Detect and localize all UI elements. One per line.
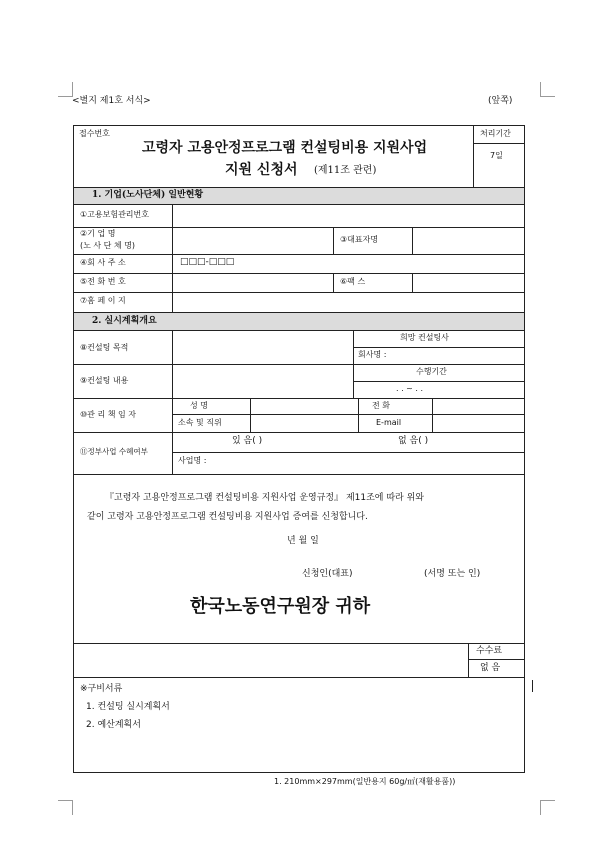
documents-title: ※구비서류	[80, 684, 123, 694]
form-title-line2: 지원 신청서	[225, 162, 298, 178]
homepage-label: ⑦홈 페 이 지	[80, 296, 126, 305]
company-name-field[interactable]	[173, 228, 332, 253]
manager-tel-label: 전 화	[372, 401, 390, 410]
documents-item-1: 1. 컨설팅 실시계획서	[86, 702, 170, 712]
processing-period-value: 7일	[490, 151, 503, 160]
processing-period-label: 처리기간	[480, 129, 511, 138]
gov-support-label: ⑪정부사업 수혜여부	[80, 447, 148, 456]
crop-mark-bottom-right	[540, 800, 555, 815]
consultant-company-label: 회사명 :	[358, 350, 387, 359]
fee-label: 수수료	[476, 646, 503, 656]
form-title-article: (제11조 관련)	[314, 165, 377, 176]
period-value[interactable]: . . ~ . .	[396, 384, 424, 393]
applicant-label: 신청인(대표)	[302, 569, 353, 579]
text-cursor	[532, 680, 533, 692]
phone-field[interactable]	[173, 274, 332, 291]
manager-position-label: 소속 및 직위	[178, 418, 222, 427]
documents-item-2: 2. 예산계획서	[86, 720, 141, 730]
period-label: 수행기간	[416, 367, 447, 376]
paper-spec: 1. 210mm×297mm(일반용지 60g/㎡(재활용품))	[274, 777, 456, 786]
manager-email-label: E-mail	[376, 418, 402, 427]
company-name-label: ②기 업 명	[80, 229, 116, 238]
fax-label: ⑥팩 스	[340, 277, 366, 286]
fee-value: 없 음	[480, 663, 501, 673]
fax-field[interactable]	[413, 274, 524, 291]
postal-code-boxes[interactable]: □□□-□□□	[180, 257, 235, 267]
form-label: <별지 제1호 서식>	[72, 96, 151, 106]
project-name-label: 사업명 :	[178, 456, 207, 465]
declaration-line1: 『고령자 고용안정프로그램 컨설팅비용 지원사업 운영규정』 제11조에 따라 위와	[105, 493, 424, 503]
gov-support-no[interactable]: 없 음( )	[398, 436, 429, 446]
representative-field[interactable]	[413, 228, 524, 253]
gov-support-yes[interactable]: 있 음( )	[232, 436, 263, 446]
crop-mark-top-left	[58, 82, 73, 97]
crop-mark-top-right	[540, 82, 555, 97]
purpose-field[interactable]	[173, 331, 352, 363]
phone-label: ⑤전 화 번 호	[80, 277, 126, 286]
receipt-no-label: 접수번호	[79, 129, 110, 138]
desired-consultant-label: 희망 컨설팅사	[400, 333, 449, 342]
side-label: (앞쪽)	[488, 96, 513, 106]
content-label: ⑨컨설팅 내용	[80, 376, 129, 385]
address-label: ④회 사 주 소	[80, 258, 126, 267]
representative-label: ③대표자명	[340, 235, 379, 244]
company-name-label-sub: (노 사 단 체 명)	[80, 241, 136, 250]
form-title-line1: 고령자 고용안정프로그램 컨설팅비용 지원사업	[142, 140, 428, 156]
manager-label: ⑩관 리 책 임 자	[80, 410, 136, 419]
signature-label: (서명 또는 인)	[424, 569, 481, 579]
homepage-field[interactable]	[173, 293, 524, 311]
insurance-no-label: ①고용보험관리번호	[80, 210, 149, 219]
section1-title: 1. 기업(노사단체) 일반현황	[92, 190, 204, 200]
insurance-no-field[interactable]	[173, 205, 524, 226]
manager-name-label: 성 명	[190, 401, 208, 410]
content-field[interactable]	[173, 365, 352, 397]
crop-mark-bottom-left	[58, 800, 73, 815]
declaration-date[interactable]: 년 월 일	[287, 536, 319, 546]
addressee: 한국노동연구원장 귀하	[190, 596, 371, 617]
section2-title: 2. 실시계획개요	[92, 316, 157, 326]
declaration-line2: 같이 고령자 고용안정프로그램 컨설팅비용 지원사업 증여를 신청합니다.	[87, 512, 368, 522]
purpose-label: ⑧컨설팅 목적	[80, 343, 129, 352]
